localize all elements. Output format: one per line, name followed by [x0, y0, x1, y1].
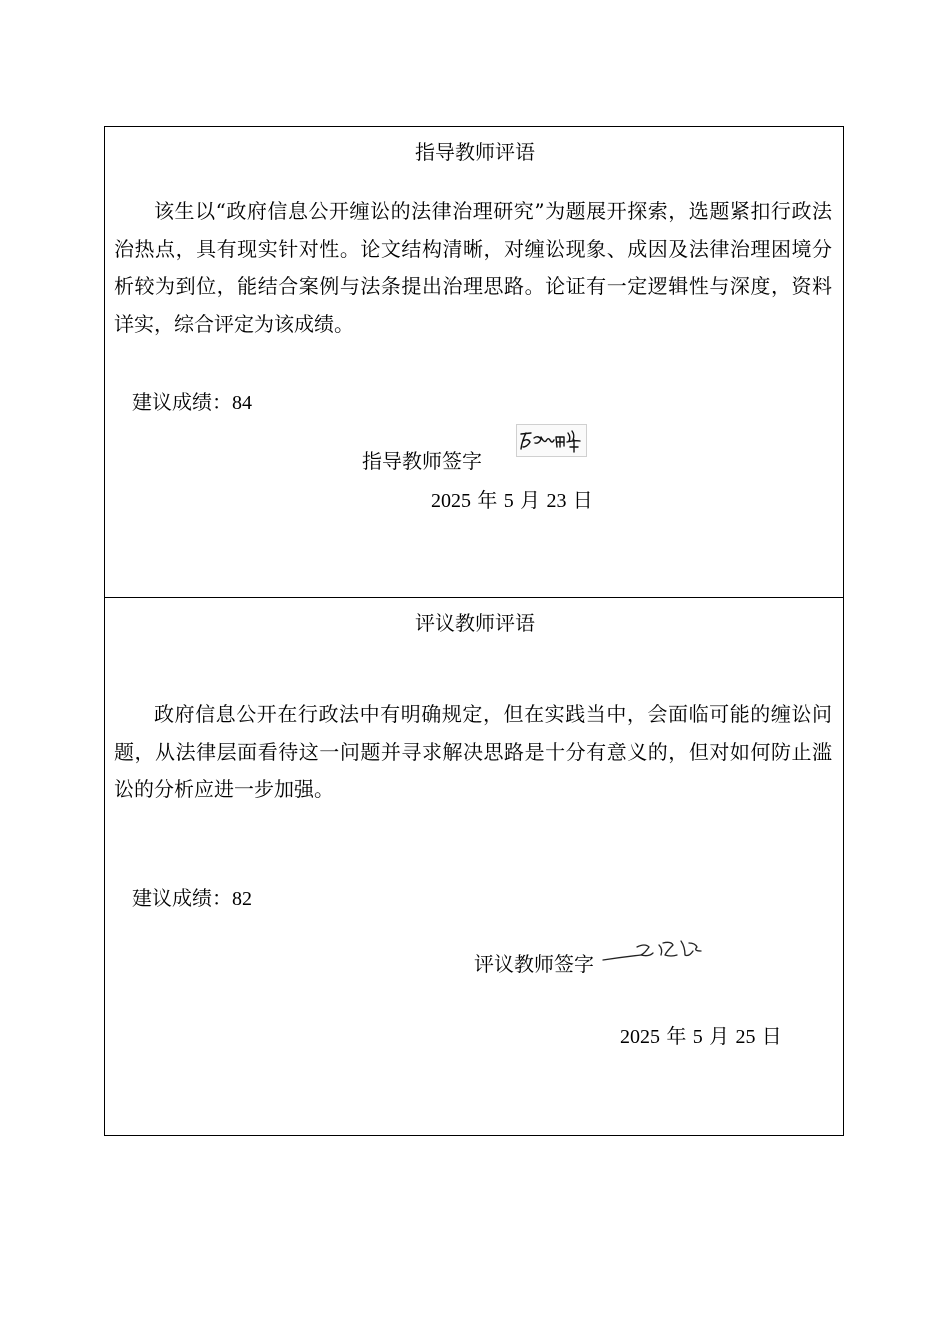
- reviewer-handwritten-signature: [601, 933, 707, 967]
- reviewer-section-title: 评议教师评语: [415, 611, 535, 635]
- advisor-grade-label: 建议成绩：: [132, 390, 232, 414]
- reviewer-grade-label: 建议成绩：: [132, 886, 232, 910]
- advisor-grade: [132, 386, 252, 415]
- reviewer-grade: [132, 882, 252, 911]
- advisor-date: 2025 年 5 月 23 日: [431, 488, 593, 512]
- advisor-grade-value: 84: [232, 392, 252, 414]
- section-divider: [105, 597, 843, 598]
- advisor-comment: 该生以“政府信息公开缠讼的法律治理研究”为题展开探索，选题紧扣行政法治热点，具有现实针对性。论文结构清晰，对缠讼现象、成因及法律治理困境分析较为到位，能结合案例与法条提出治理思路。论证有一定逻辑性与深度，资料详实，综合评定为该成绩。: [114, 199, 832, 336]
- evaluation-form-table: [104, 126, 844, 1136]
- reviewer-date: 2025 年 5 月 25 日: [620, 1024, 782, 1048]
- advisor-section-title: 指导教师评语: [415, 140, 535, 164]
- reviewer-grade-value: 82: [232, 888, 252, 910]
- advisor-handwritten-signature: [517, 425, 586, 456]
- reviewer-comment: 政府信息公开在行政法中有明确规定，但在实践当中，会面临可能的缠讼问题，从法律层面看待这一问题并寻求解决思路是十分有意义的，但对如何防止滥讼的分析应进一步加强。: [114, 702, 832, 801]
- advisor-signature-image: [516, 424, 587, 457]
- advisor-signature-label: 指导教师签字: [362, 449, 482, 473]
- reviewer-signature-label: 评议教师签字: [474, 952, 594, 976]
